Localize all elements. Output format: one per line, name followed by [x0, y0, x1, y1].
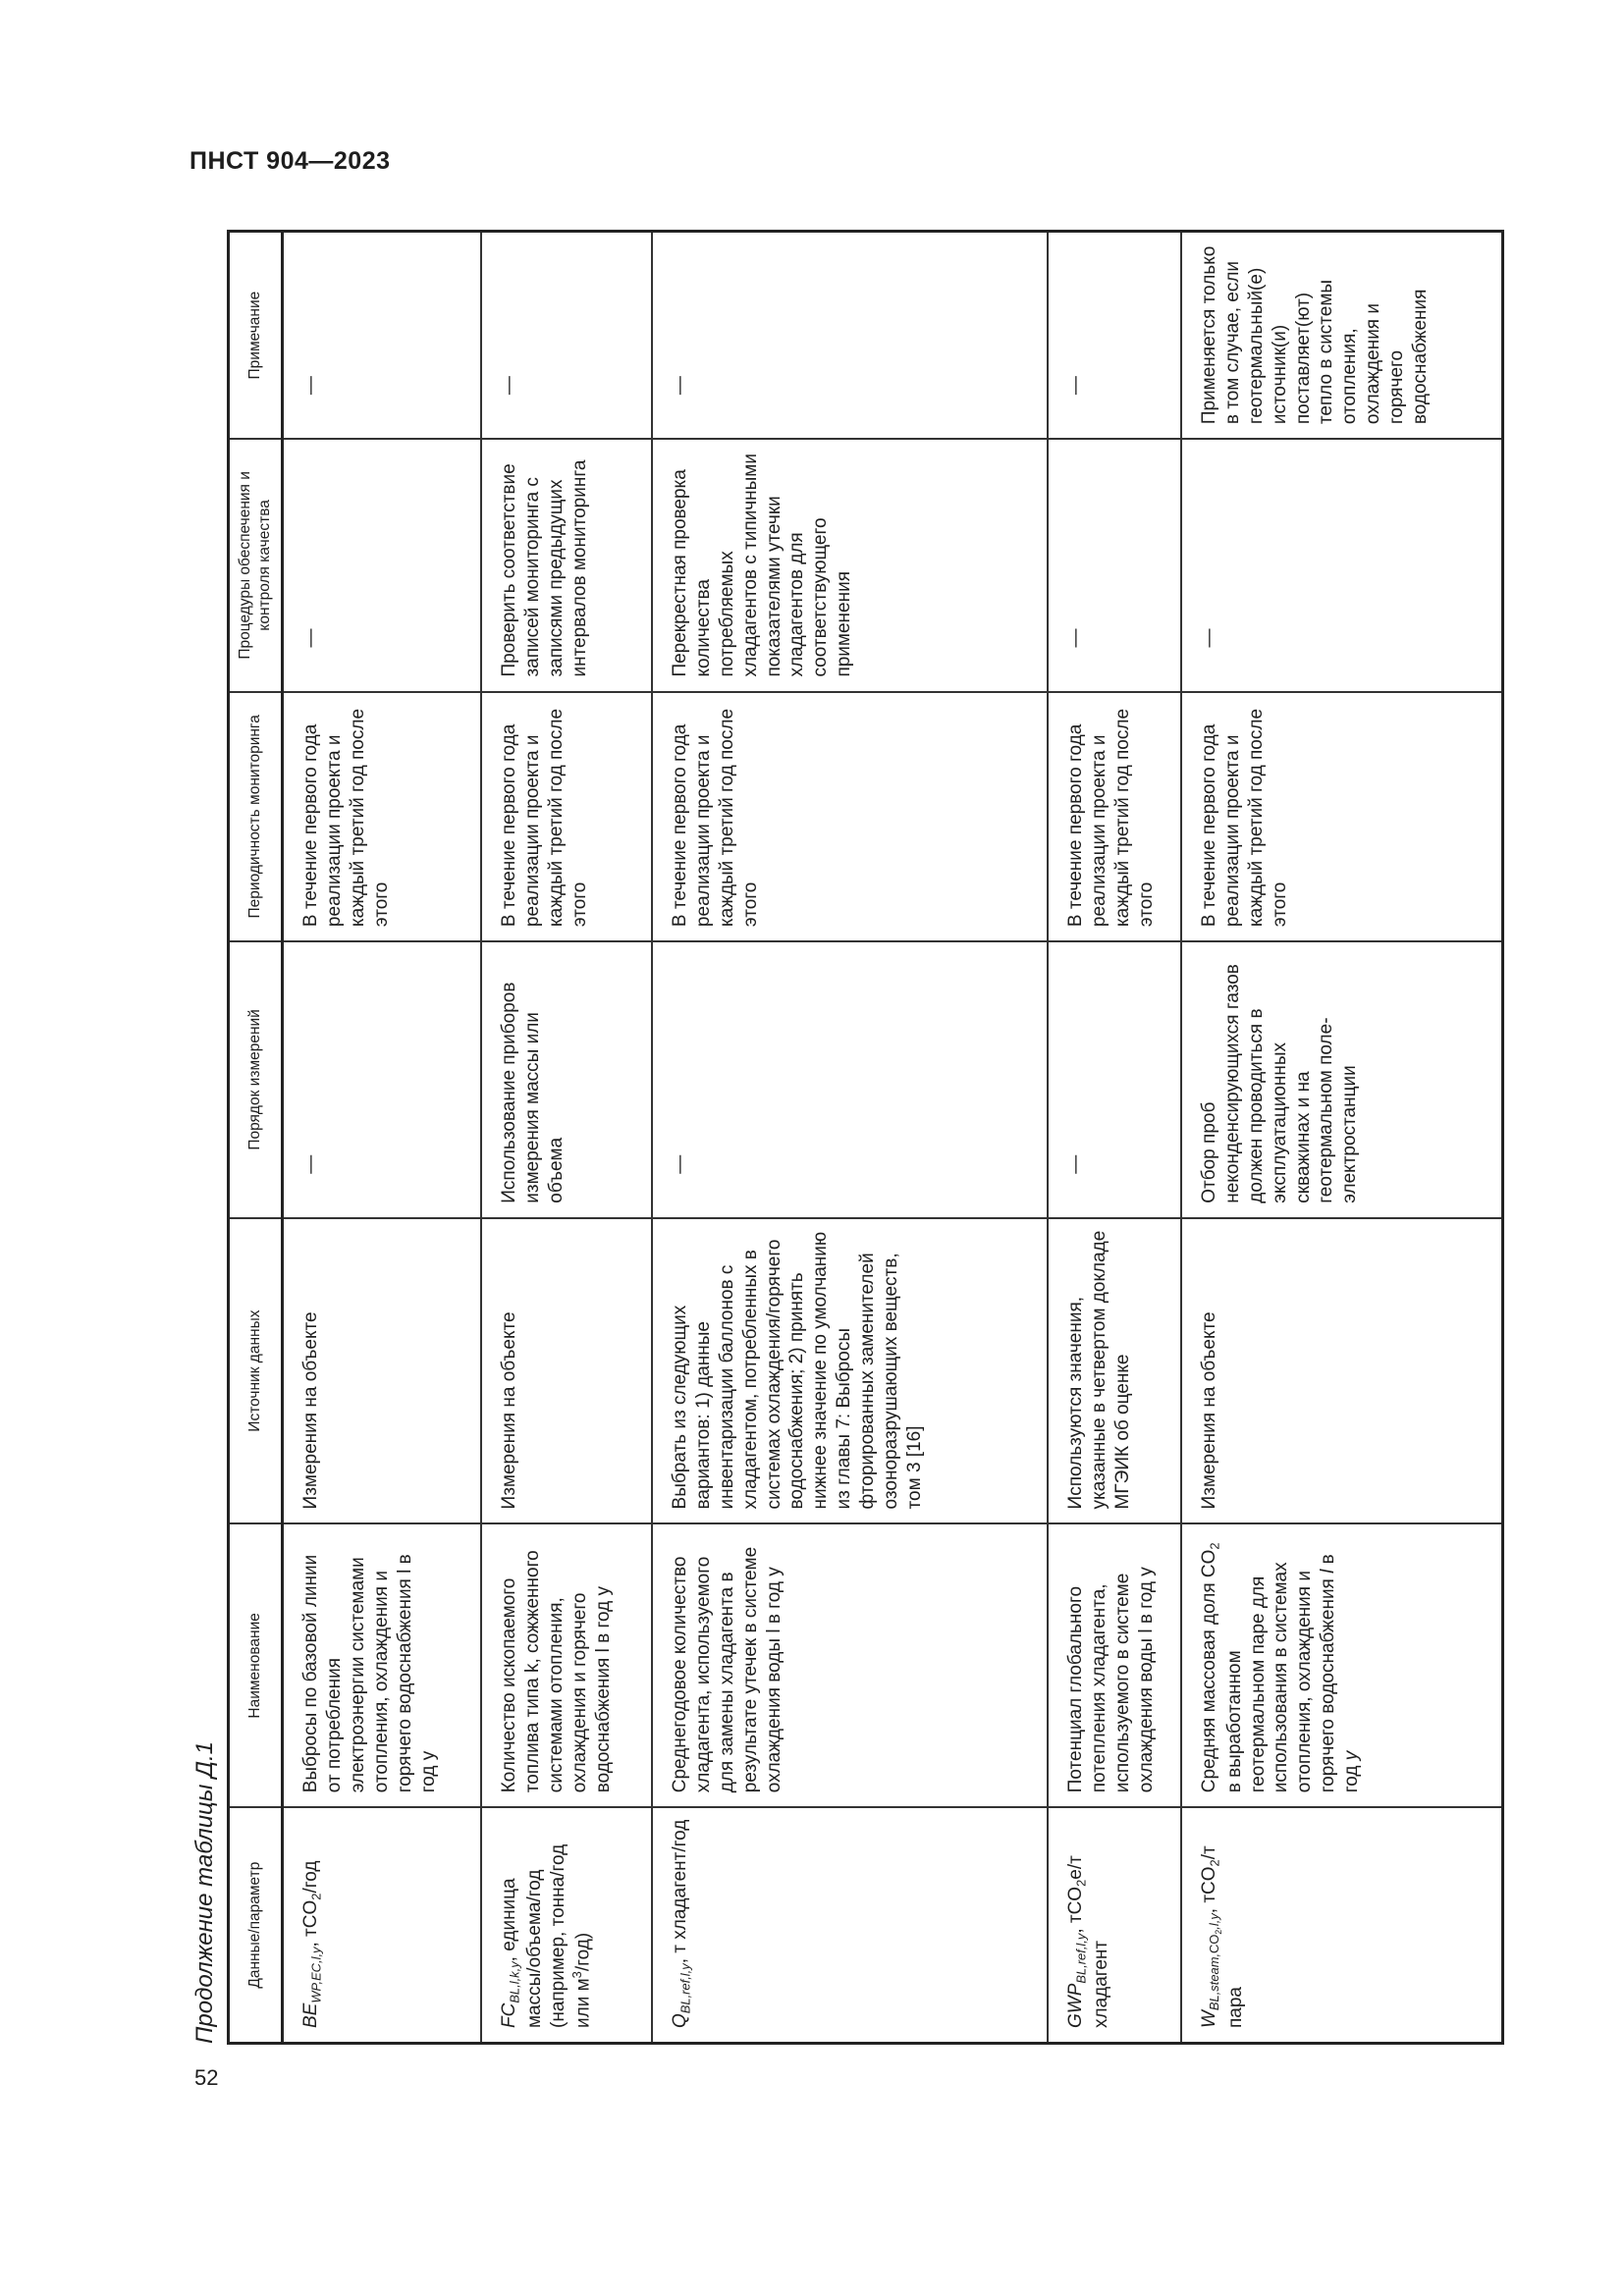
cell-frequency: В течение первого года реализации проекта и каждый третий год после этого	[1048, 692, 1181, 942]
cell-param: $Q_{BL,ref,l,y}$, т хладагент/год	[652, 1807, 1048, 2043]
col-header-param: Данные/параметр	[229, 1807, 283, 2043]
col-header-procedure: Порядок измерений	[229, 941, 283, 1218]
table-row	[652, 232, 1048, 2044]
cell-qa-qc: —	[283, 439, 481, 691]
cell-source: Измерения на объекте	[283, 1218, 481, 1524]
cell-note: —	[652, 232, 1048, 440]
table-row	[1181, 232, 1503, 2044]
cell-procedure: —	[1048, 941, 1181, 1218]
cell-note: —	[481, 232, 652, 440]
cell-name: Среднегодовое количество хладагента, используемого для замены хладагента в результате утечек в системе охлаждения воды l в год y	[652, 1523, 1048, 1807]
col-header-note: Примечание	[229, 232, 283, 440]
cell-source: Используются значения, указанные в четвертом докладе МГЭИК об оценке	[1048, 1218, 1181, 1524]
table-caption: Продолжение таблицы Д.1	[191, 1740, 218, 2044]
table-row	[481, 232, 652, 2044]
cell-frequency: В течение первого года реализации проекта и каждый третий год после этого	[652, 692, 1048, 942]
cell-procedure: —	[283, 941, 481, 1218]
col-header-qa-qc: Процедуры обеспечения и контроля качества	[229, 439, 283, 691]
cell-procedure: Отбор проб неконденсирующихся газов должен проводиться в эксплуатационных скважинах и на геотермальном поле-электростанции	[1181, 941, 1503, 1218]
cell-param: $BE_{WP,EC,l,y}$, тCO$_2$/год	[283, 1807, 481, 2043]
col-header-frequency: Периодичность мониторинга	[229, 692, 283, 942]
table-row	[283, 232, 481, 2044]
cell-frequency: В течение первого года реализации проекта и каждый третий год после этого	[481, 692, 652, 942]
cell-note: Применяется только в том случае, если геотермальный(е) источник(и) поставляет(ют) тепло в системы отопления, охлаждения и горячего водоснабжения	[1181, 232, 1503, 440]
cell-frequency: В течение первого года реализации проекта и каждый третий год после этого	[1181, 692, 1503, 942]
cell-param: $GWP_{BL,ref,l,y}$, тCO$_2$e/т хладагент	[1048, 1807, 1181, 2043]
table-header-row	[229, 232, 283, 2044]
cell-param: $W_{BL,steam,CO_2,l,y}$, тCO$_2$/т пара	[1181, 1807, 1503, 2043]
cell-param: $FC_{BL,l,k,y}$, единица массы/объема/год (например, тонна/год или $м^3/год$)	[481, 1807, 652, 2043]
cell-qa-qc: —	[1048, 439, 1181, 691]
cell-name: Потенциал глобального потепления хладагента, используемого в системе охлаждения воды l в год y	[1048, 1523, 1181, 1807]
col-header-source: Источник данных	[229, 1218, 283, 1524]
cell-qa-qc: Проверить соответствие записей мониторинга с записями предыдущих интервалов мониторинга	[481, 439, 652, 691]
document-code: ПНСТ 904—2023	[189, 147, 391, 175]
cell-source: Измерения на объекте	[481, 1218, 652, 1524]
monitoring-parameters-table	[227, 230, 1504, 2045]
cell-name: Средняя массовая доля $CO_2$ в выработанном геотермальном паре для использования в системах отопления, охлаждения и горячего водоснабжения l в год y	[1181, 1523, 1503, 1807]
cell-note: —	[1048, 232, 1181, 440]
cell-frequency: В течение первого года реализации проекта и каждый третий год после этого	[283, 692, 481, 942]
page-number: 52	[194, 2065, 219, 2090]
cell-source: Выбрать из следующих вариантов: 1) данные инвентаризации баллонов с хладагентом, потребленных в системах охлаждения/горячего водоснабжения; 2) принять нижнее значение по умолчанию из главы 7: Выбросы фторированных заменителей озоноразрушающих веществ, том 3 [16]	[652, 1218, 1048, 1524]
cell-procedure: —	[652, 941, 1048, 1218]
cell-procedure: Использование приборов измерения массы или объема	[481, 941, 652, 1218]
cell-qa-qc: —	[1181, 439, 1503, 691]
table-row	[1048, 232, 1181, 2044]
cell-qa-qc: Перекрестная проверка количества потребляемых хладагентов с типичными показателями утечки хладагентов для соответствующего применения	[652, 439, 1048, 691]
cell-source: Измерения на объекте	[1181, 1218, 1503, 1524]
rotated-table-container	[227, 230, 1494, 2045]
cell-name: Количество ископаемого топлива типа k, сожженного системами отопления, охлаждения и горячего водоснабжения l в год y	[481, 1523, 652, 1807]
cell-name: Выбросы по базовой линии от потребления электроэнергии системами отопления, охлаждения и горячего водоснабжения l в год y	[283, 1523, 481, 1807]
cell-note: —	[283, 232, 481, 440]
col-header-name: Наименование	[229, 1523, 283, 1807]
